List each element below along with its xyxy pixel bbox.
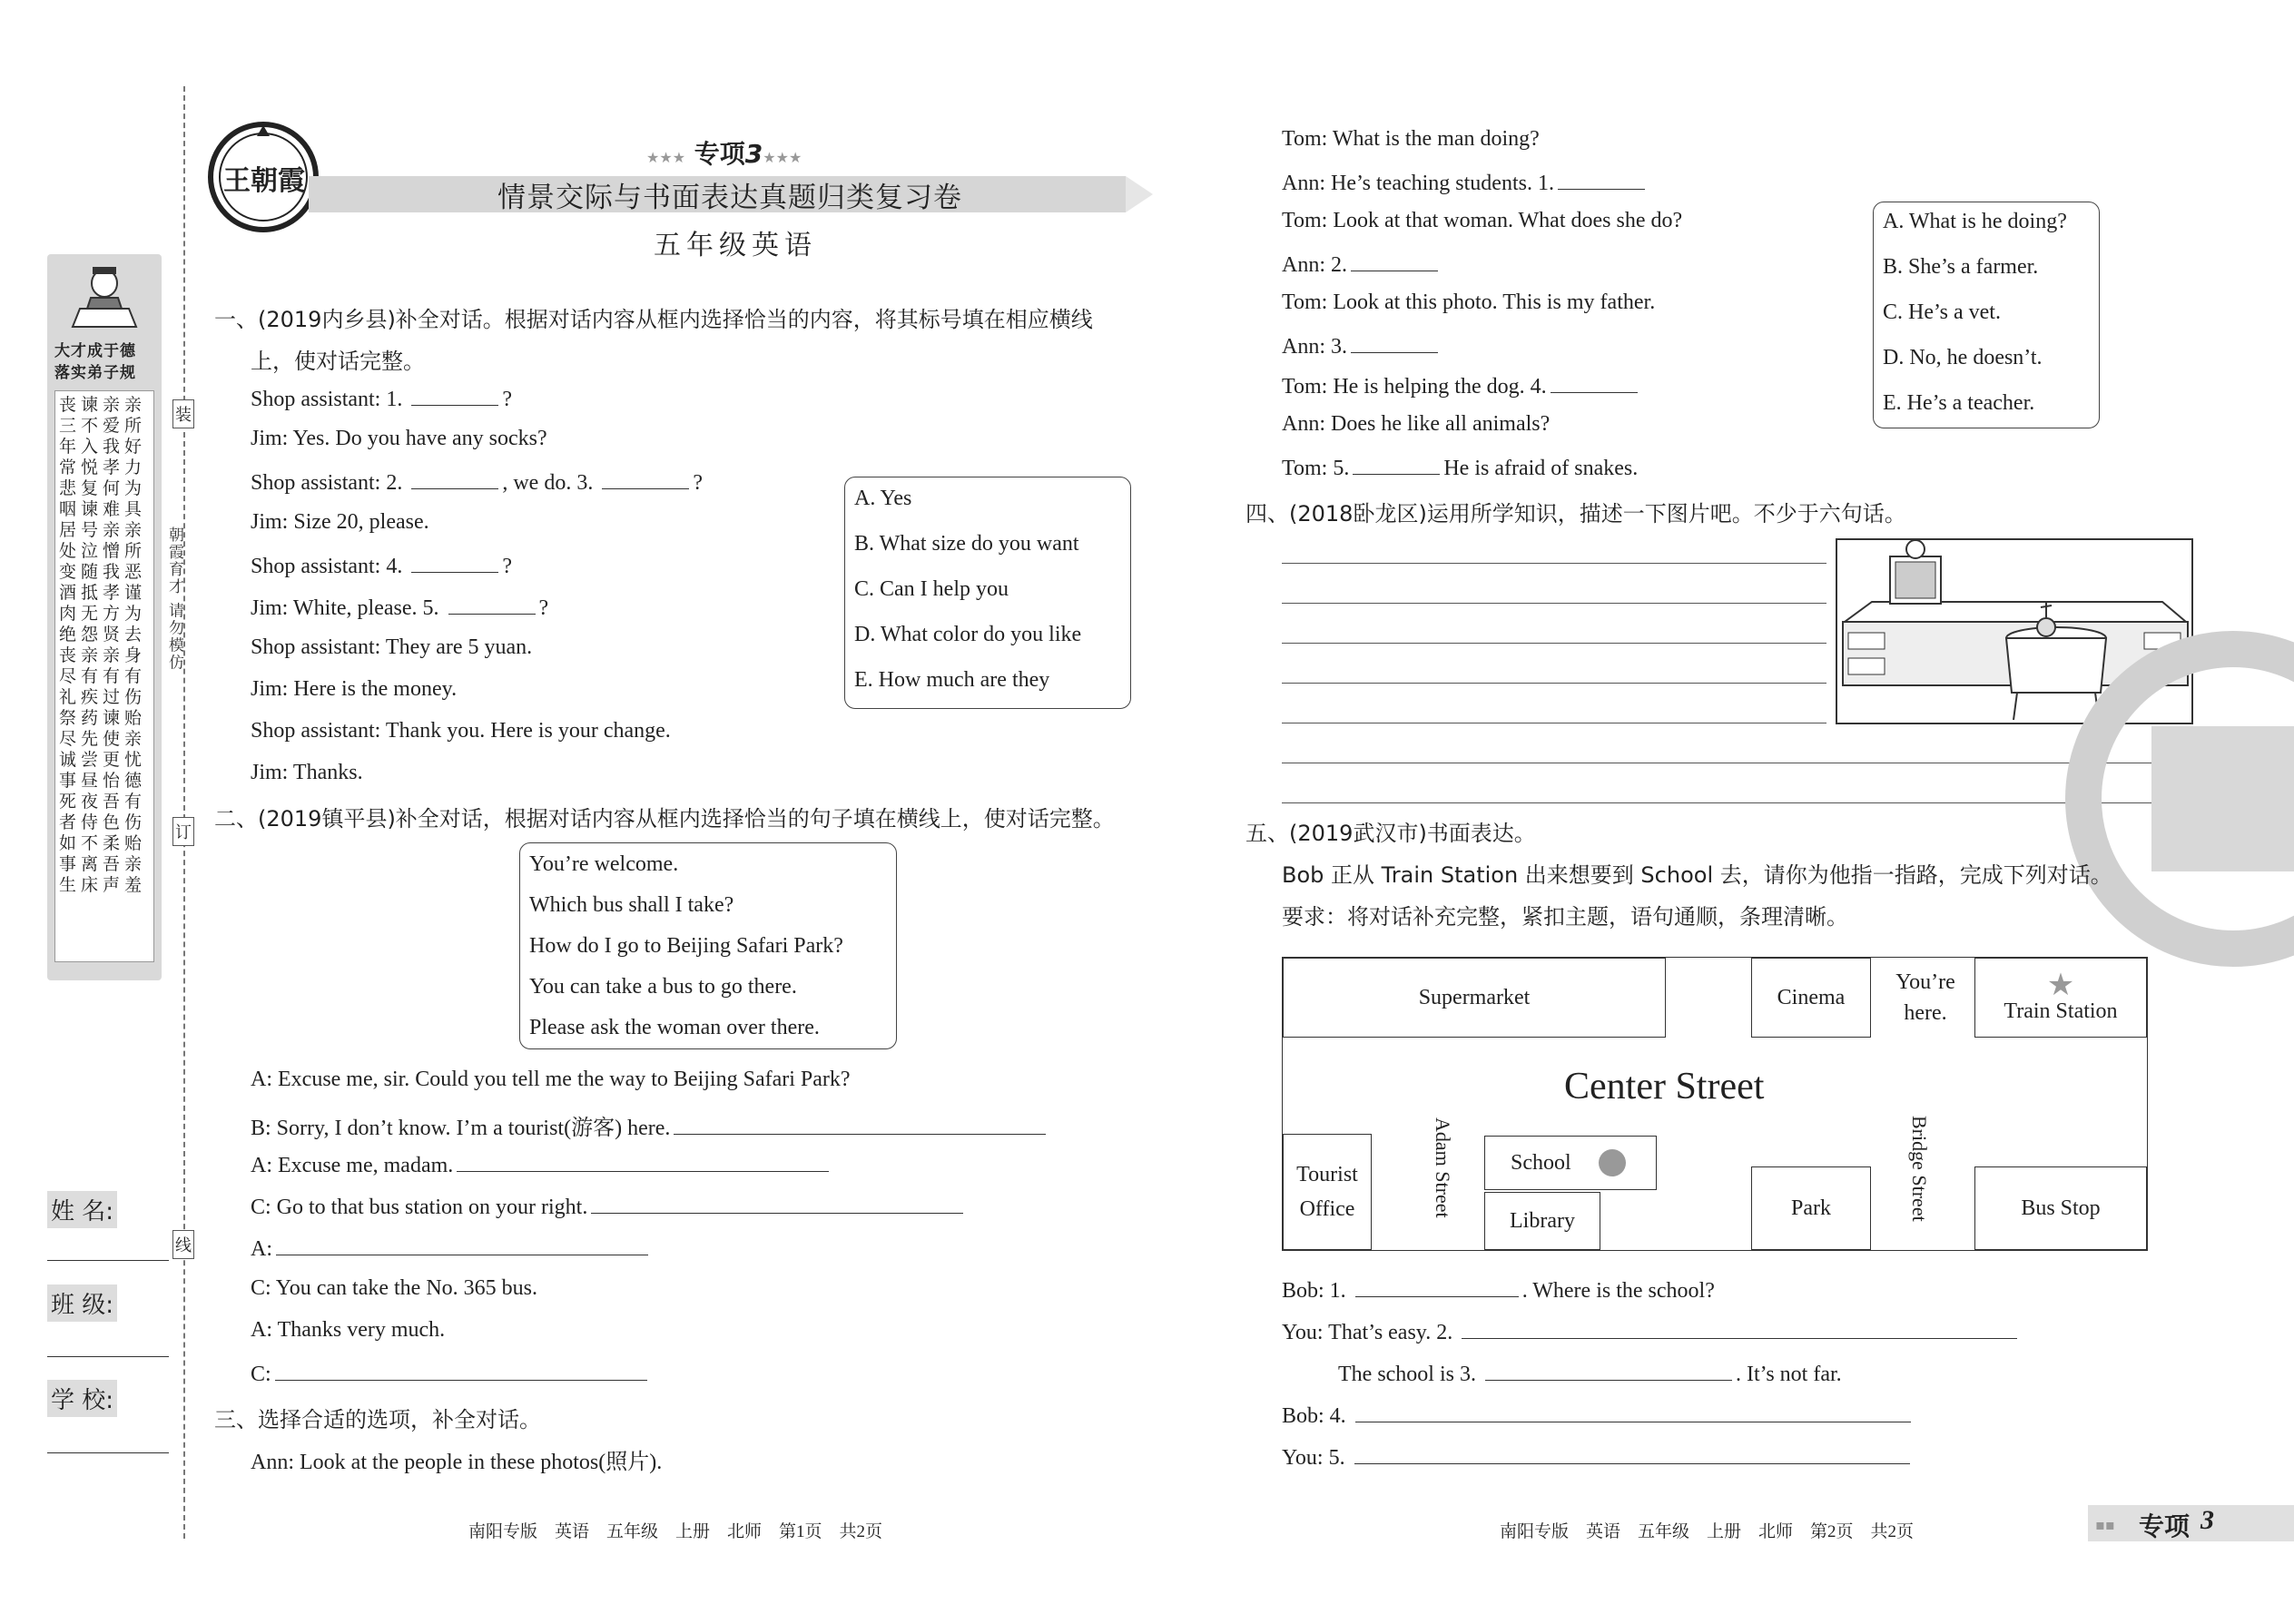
s2-line-3 (251, 1151, 832, 1178)
s5-dialog-4 (1282, 1402, 1915, 1429)
cut-mark-3: 线 (172, 1230, 194, 1259)
s5-dialog-3-end: . It’s not far. (1735, 1363, 1842, 1386)
s4-writing-line-3[interactable] (1282, 643, 1826, 644)
s4-writing-line-2[interactable] (1282, 603, 1826, 604)
s5-blank-5[interactable] (1354, 1443, 1910, 1464)
s5-instruction-2: 要求：将对话补充完整，紧扣主题，语句通顺，条理清晰。 (1282, 904, 1848, 930)
sidebar-seal-text: 朝霞育才 请勿模仿 (165, 527, 183, 672)
s5-blank-3[interactable] (1485, 1360, 1732, 1381)
map-tourist-office-1: Tourist (1296, 1163, 1358, 1186)
s1-line-2: Jim: Yes. Do you have any socks? (251, 427, 547, 450)
s3-line-9-end: He is afraid of snakes. (1443, 457, 1639, 480)
s2-line-5-text: A: (251, 1237, 272, 1261)
s2-options-box (519, 842, 897, 1049)
header-project-label: 专项 (694, 139, 745, 169)
footer-right: 南阳专版 英语 五年级 上册 北师 第2页 共2页 (1500, 1522, 1915, 1541)
s3-line-6-text: Ann: 3. (1282, 335, 1347, 359)
s2-line-8 (251, 1360, 651, 1387)
s2-option-4: You can take a bus to go there. (529, 975, 797, 999)
s1-line-3-text: Shop assistant: 2. (251, 471, 409, 495)
s1-line-4: Jim: Size 20, please. (251, 510, 429, 534)
map-youre-here-1: You’re (1895, 970, 1955, 994)
s5-dialog-3-text: The school is 3. (1338, 1363, 1482, 1386)
s1-option-c: C. Can I help you (854, 577, 1009, 601)
s1-line-1-text: Shop assistant: 1. (251, 388, 409, 411)
s5-dialog-2-text: You: That’s easy. 2. (1282, 1321, 1459, 1344)
s1-blank-3[interactable] (602, 468, 689, 489)
name-field[interactable] (47, 1260, 169, 1261)
s2-line-2 (251, 1109, 1049, 1141)
s1-option-a: A. Yes (854, 487, 912, 510)
s5-dialog-3 (1338, 1360, 1842, 1387)
map-youre-here (1871, 967, 1980, 1029)
s4-writing-line-4[interactable] (1282, 683, 1826, 684)
sidebar-panel (47, 254, 162, 980)
section1-heading: 一、(2019内乡县)补全对话。根据对话内容从框内选择恰当的内容，将其标号填在相应横线 (214, 307, 1093, 332)
s2-blank-5[interactable] (275, 1360, 647, 1381)
s1-blank-1[interactable] (411, 385, 498, 406)
class-field[interactable] (47, 1356, 169, 1357)
page-subtitle: 五年级英语 (654, 230, 817, 261)
s1-line-1 (251, 385, 512, 412)
s5-dialog-5 (1282, 1443, 1914, 1471)
header-project-num: 3 (744, 139, 763, 169)
s3-line-1: Tom: What is the man doing? (1282, 127, 1540, 151)
s3-option-c: C. He’s a vet. (1883, 300, 2001, 324)
brand-logo-text: 王朝霞 (223, 165, 305, 197)
s2-blank-2[interactable] (457, 1151, 829, 1172)
s2-blank-3[interactable] (591, 1193, 963, 1214)
s5-dialog-2 (1282, 1318, 2021, 1345)
s5-blank-2[interactable] (1462, 1318, 2017, 1339)
map-bus-stop: Bus Stop (1974, 1166, 2147, 1250)
section1-heading-cont: 上，使对话完整。 (251, 349, 425, 374)
map-center-street: Center Street (1564, 1066, 1765, 1107)
s1-option-d: D. What color do you like (854, 623, 1082, 646)
school-label: 学 校: (47, 1380, 117, 1417)
s2-line-7: A: Thanks very much. (251, 1318, 446, 1342)
s1-line-5-end: ? (502, 555, 512, 578)
footer-badge-num: 3 (2200, 1505, 2214, 1535)
school-marker-dot (1599, 1149, 1626, 1176)
s2-option-3: How do I go to Beijing Safari Park? (529, 934, 843, 958)
s5-dialog-1-end: . Where is the school? (1521, 1279, 1715, 1303)
s2-option-1: You’re welcome. (529, 852, 679, 876)
s1-line-1-end: ? (502, 388, 512, 411)
map-adam-street: Adam Street (1432, 1117, 1454, 1218)
sidebar-poem-box: 丧谏亲亲 三不爱所 年入我好 常悦孝力 悲复何为 咽谏难具 居号亲亲 处泣憎所 变随我恶 酒抵孝谨 肉无方为 绝怨贤去 丧亲亲身 尽有有有 礼疾过伤 祭药谏贻 尽先使亲 诚尝更忧 事昼怡德 死夜吾有 者侍色伤 如不柔贻 事离吾亲 生床声羞 (54, 390, 154, 962)
s3-line-9-text: Tom: 5. (1282, 457, 1350, 480)
map-train-station-label: Train Station (2004, 999, 2118, 1023)
header-project (646, 134, 802, 171)
s3-line-9 (1282, 454, 1638, 481)
s1-blank-2[interactable] (411, 468, 498, 489)
s2-option-2: Which bus shall I take? (529, 893, 734, 917)
s1-line-3-end: ? (693, 471, 703, 495)
star-icon: ★ (2046, 968, 2075, 1002)
section2-heading: 二、(2019镇平县)补全对话，根据对话内容从框内选择恰当的句子填在横线上，使对话完整。 (214, 806, 1115, 832)
map-supermarket: Supermarket (1283, 958, 1666, 1038)
s3-line-5: Tom: Look at this photo. This is my father. (1282, 290, 1656, 314)
s3-blank-5[interactable] (1353, 454, 1440, 475)
s1-line-6-end: ? (538, 596, 549, 620)
s3-line-7 (1282, 372, 1641, 399)
map-cinema: Cinema (1751, 958, 1871, 1038)
s5-instruction-1: Bob 正从 Train Station 出来想要到 School 去，请你为他指一指路，完成下列对话。 (1282, 862, 2112, 888)
s2-line-6: C: You can take the No. 365 bus. (251, 1276, 537, 1300)
star-icon: ★★★ (646, 149, 686, 166)
s5-dialog-4-text: Bob: 4. (1282, 1404, 1352, 1428)
s5-blank-1[interactable] (1355, 1276, 1519, 1297)
s2-line-5 (251, 1235, 652, 1262)
s1-line-7: Shop assistant: They are 5 yuan. (251, 635, 533, 659)
s1-line-5-text: Shop assistant: 4. (251, 555, 409, 578)
s2-option-5: Please ask the woman over there. (529, 1016, 820, 1039)
map-train-station (1974, 958, 2147, 1038)
cut-mark-2: 订 (172, 817, 194, 846)
s1-blank-4[interactable] (411, 552, 498, 573)
watermark-seal (2024, 626, 2294, 971)
s1-option-b: B. What size do you want (854, 532, 1079, 556)
map-school-label: School (1511, 1150, 1571, 1175)
section3-heading: 三、选择合适的选项，补全对话。 (214, 1407, 541, 1432)
footer-badge (2088, 1505, 2294, 1541)
s1-blank-5[interactable] (448, 594, 536, 615)
s1-line-8: Jim: Here is the money. (251, 677, 458, 701)
s3-line-2 (1282, 169, 1649, 196)
s3-option-d: D. No, he doesn’t. (1883, 346, 2043, 369)
street-map (1282, 957, 2148, 1251)
s1-line-9: Shop assistant: Thank you. Here is your change. (251, 719, 671, 743)
s3-line-8: Ann: Does he like all animals? (1282, 412, 1551, 436)
s3-line-3: Tom: Look at that woman. What does she do? (1282, 209, 1683, 232)
class-label: 班 级: (47, 1284, 117, 1322)
s5-blank-4[interactable] (1355, 1402, 1911, 1422)
s3-intro: Ann: Look at the people in these photos(照片). (251, 1451, 663, 1474)
s1-line-3 (251, 468, 703, 496)
s4-writing-line-1[interactable] (1282, 563, 1826, 564)
s3-blank-3[interactable] (1351, 332, 1438, 353)
s1-option-e: E. How much are they (854, 668, 1050, 692)
s1-line-3-mid: , we do. 3. (502, 471, 599, 495)
section4-heading: 四、(2018卧龙区)运用所学知识，描述一下图片吧。不少于六句话。 (1245, 501, 1906, 527)
footer-left: 南阳专版 英语 五年级 上册 北师 第1页 共2页 (468, 1522, 883, 1541)
s3-options-box (1873, 202, 2100, 428)
s5-dialog-1-text: Bob: 1. (1282, 1279, 1352, 1303)
s2-line-4-text: C: Go to that bus station on your right. (251, 1196, 588, 1219)
section5-heading: 五、(2019武汉市)书面表达。 (1245, 821, 1536, 846)
name-label: 姓 名: (47, 1191, 117, 1228)
s1-line-5 (251, 552, 512, 579)
footer-badge-label: 专项 (2139, 1511, 2191, 1541)
s3-option-a: A. What is he doing? (1883, 210, 2067, 233)
s1-line-10: Jim: Thanks. (251, 761, 363, 784)
grid-dots-icon: ▪▪ (2095, 1516, 2115, 1533)
s2-line-1: A: Excuse me, sir. Could you tell me the way to Beijing Safari Park? (251, 1068, 851, 1091)
s3-line-2-text: Ann: He’s teaching students. 1. (1282, 172, 1554, 195)
sidebar-motto-2: 落实弟子规 (54, 364, 136, 382)
cut-mark-1: 装 (172, 399, 194, 428)
s2-line-2-text: B: Sorry, I don’t know. I’m a tourist(游客) here. (251, 1117, 671, 1140)
s5-dialog-5-text: You: 5. (1282, 1446, 1351, 1470)
map-tourist-office-2: Office (1299, 1197, 1355, 1221)
s1-options-box (844, 477, 1131, 709)
s3-option-b: B. She’s a farmer. (1883, 255, 2039, 279)
map-youre-here-2: here. (1904, 1001, 1947, 1025)
s2-line-8-text: C: (251, 1363, 271, 1386)
s3-line-4 (1282, 251, 1442, 278)
star-icon: ★★★ (763, 149, 802, 166)
s2-blank-4[interactable] (276, 1235, 648, 1255)
s3-blank-1[interactable] (1558, 169, 1645, 190)
map-school (1484, 1136, 1657, 1190)
sidebar-motto-1: 大才成于德 (54, 342, 136, 360)
map-park: Park (1751, 1166, 1871, 1250)
s3-line-7-text: Tom: He is helping the dog. 4. (1282, 375, 1547, 399)
map-bridge-street: Bridge Street (1908, 1116, 1931, 1222)
s2-line-4 (251, 1193, 967, 1220)
map-library: Library (1484, 1192, 1600, 1250)
s3-line-6 (1282, 332, 1442, 359)
s1-line-6 (251, 594, 548, 621)
s3-line-4-text: Ann: 2. (1282, 253, 1347, 277)
binding-dashed-line (183, 86, 185, 1539)
s1-line-6-text: Jim: White, please. 5. (251, 596, 445, 620)
s5-dialog-1 (1282, 1276, 1715, 1304)
map-tourist-office (1283, 1134, 1372, 1250)
s2-blank-1[interactable] (674, 1114, 1046, 1135)
s3-blank-4[interactable] (1551, 372, 1638, 393)
s3-option-e: E. He’s a teacher. (1883, 391, 2035, 415)
s2-line-3-text: A: Excuse me, madam. (251, 1154, 454, 1177)
s3-blank-2[interactable] (1351, 251, 1438, 271)
school-field[interactable] (47, 1452, 169, 1453)
mascot-illustration (65, 263, 143, 336)
page-title: 情景交际与书面表达真题归类复习卷 (497, 182, 962, 214)
